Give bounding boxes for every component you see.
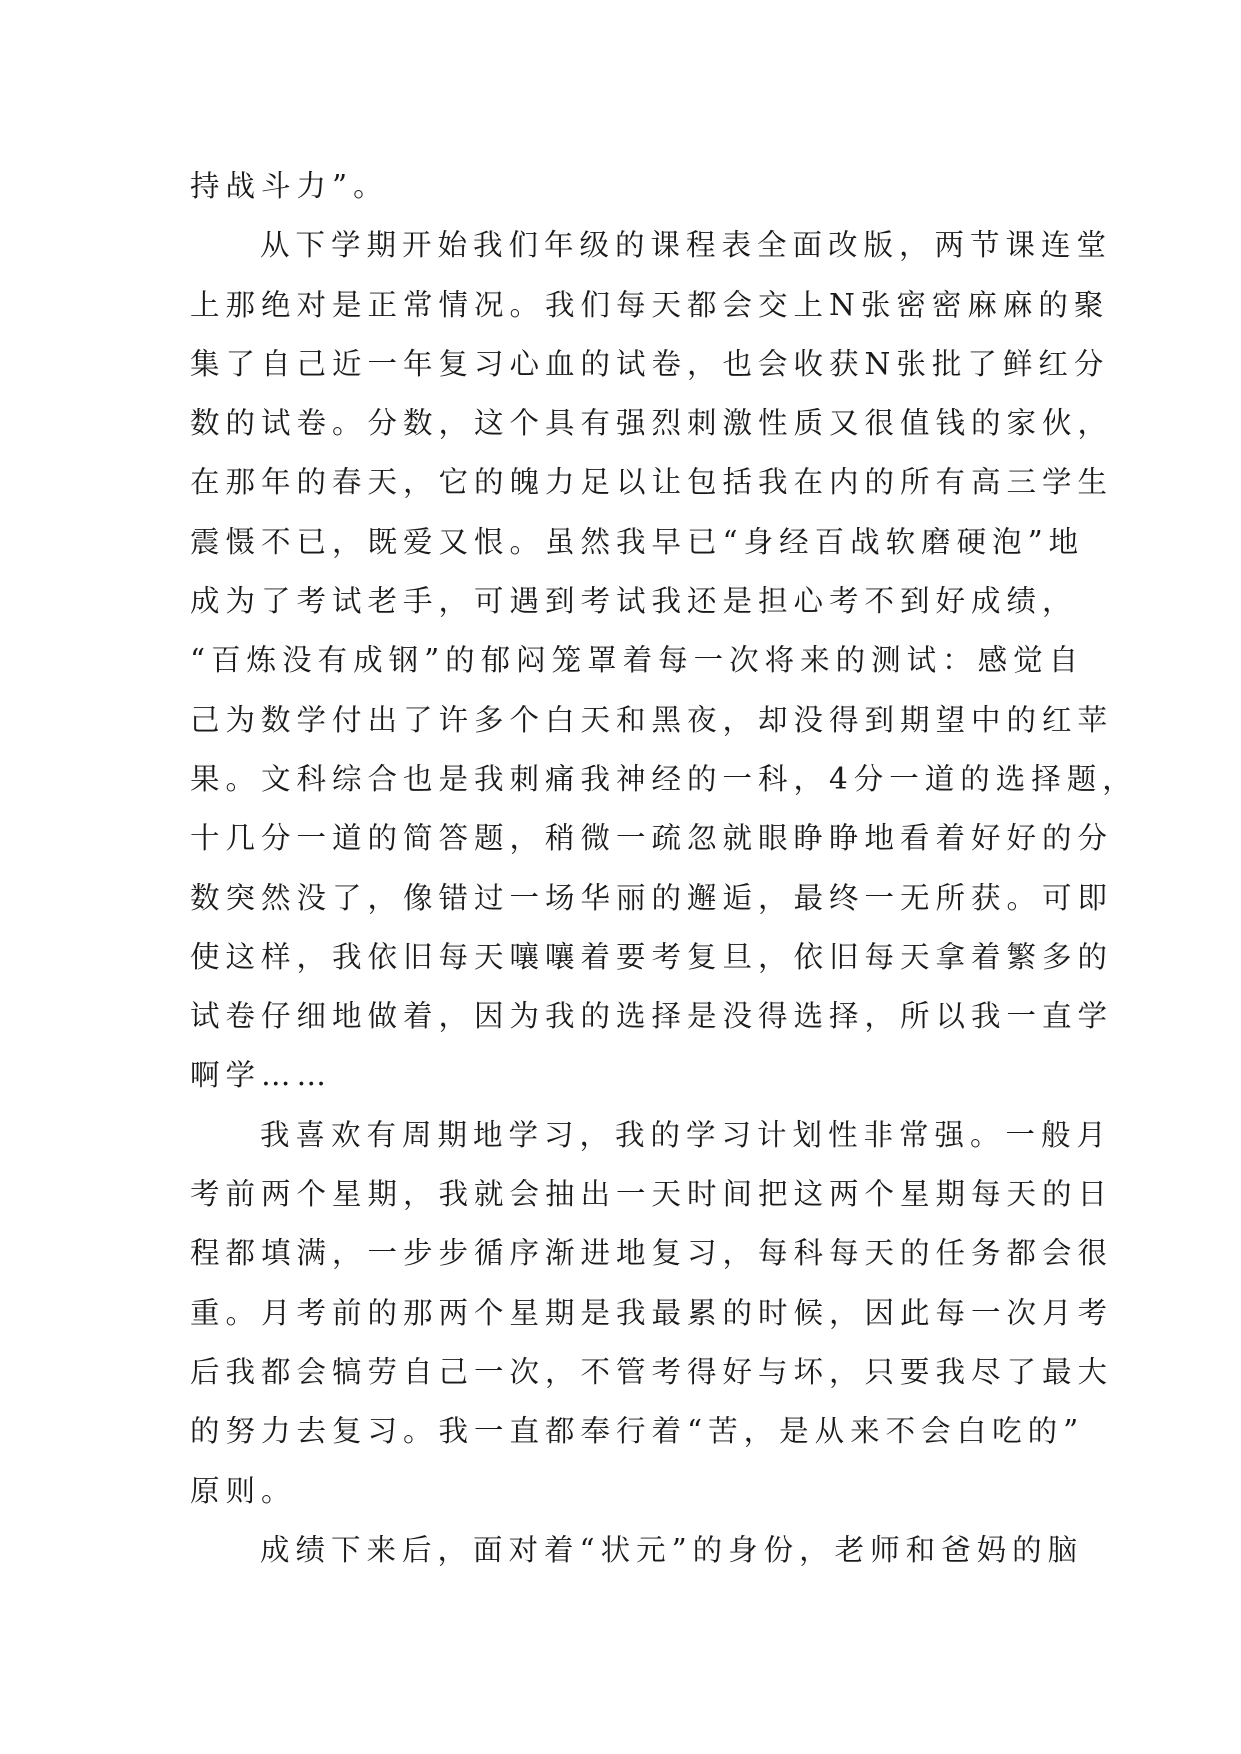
text-line: 重。月考前的那两个星期是我最累的时候，因此每一次月考 [190, 1295, 1114, 1330]
text-line: 震慑不已，既爱又恨。虽然我早已“身经百战软磨硬泡”地 [190, 524, 1085, 559]
text-line: 果。文科综合也是我刺痛我神经的一科，4分一道的选择题， [190, 761, 1138, 796]
text-line: “百炼没有成钢”的郁闷笼罩着每一次将来的测试：感觉自 [190, 643, 1085, 678]
body-text [190, 157, 1138, 1580]
text-line: 持战斗力”。 [190, 169, 389, 203]
text-line: 后我都会犒劳自己一次，不管考得好与坏，只要我尽了最大 [190, 1354, 1114, 1389]
text-line: 在那年的春天，它的魄力足以让包括我在内的所有高三学生 [190, 465, 1114, 500]
text-line: 程都填满，一步步循序渐进地复习，每科每天的任务都会很 [190, 1236, 1114, 1271]
text-line: 成为了考试老手，可遇到考试我还是担心考不到好成绩， [190, 584, 1078, 619]
text-line: 试卷仔细地做着，因为我的选择是没得选择，所以我一直学 [190, 999, 1114, 1034]
paragraph-start-line: 我喜欢有周期地学习，我的学习计划性非常强。一般月 [260, 1117, 1113, 1152]
text-line: 上那绝对是正常情况。我们每天都会交上N张密密麻麻的聚 [190, 287, 1110, 322]
text-line: 集了自己近一年复习心血的试卷，也会收获N张批了鲜红分 [190, 346, 1110, 381]
text-line: 使这样，我依旧每天嚷嚷着要考复旦，依旧每天拿着繁多的 [190, 939, 1114, 974]
text-line: 原则。 [190, 1473, 297, 1508]
text-line: 己为数学付出了许多个白天和黑夜，却没得到期望中的红苹 [190, 702, 1114, 737]
text-line: 的努力去复习。我一直都奉行着“苦，是从来不会白吃的” [190, 1414, 1085, 1449]
text-line: 数突然没了，像错过一场华丽的邂逅，最终一无所获。可即 [190, 880, 1114, 915]
text-line: 啊学…… [190, 1058, 333, 1093]
paragraph-start-line: 从下学期开始我们年级的课程表全面改版，两节课连堂 [260, 228, 1113, 263]
text-line: 十几分一道的简答题，稍微一疏忽就眼睁睁地看着好好的分 [190, 821, 1114, 856]
paragraph-start-line: 成绩下来后，面对着“状元”的身份，老师和爸妈的脑 [260, 1532, 1084, 1567]
text-line: 考前两个星期，我就会抽出一天时间把这两个星期每天的日 [190, 1177, 1114, 1212]
text-line: 数的试卷。分数，这个具有强烈刺激性质又很值钱的家伙， [190, 406, 1114, 441]
